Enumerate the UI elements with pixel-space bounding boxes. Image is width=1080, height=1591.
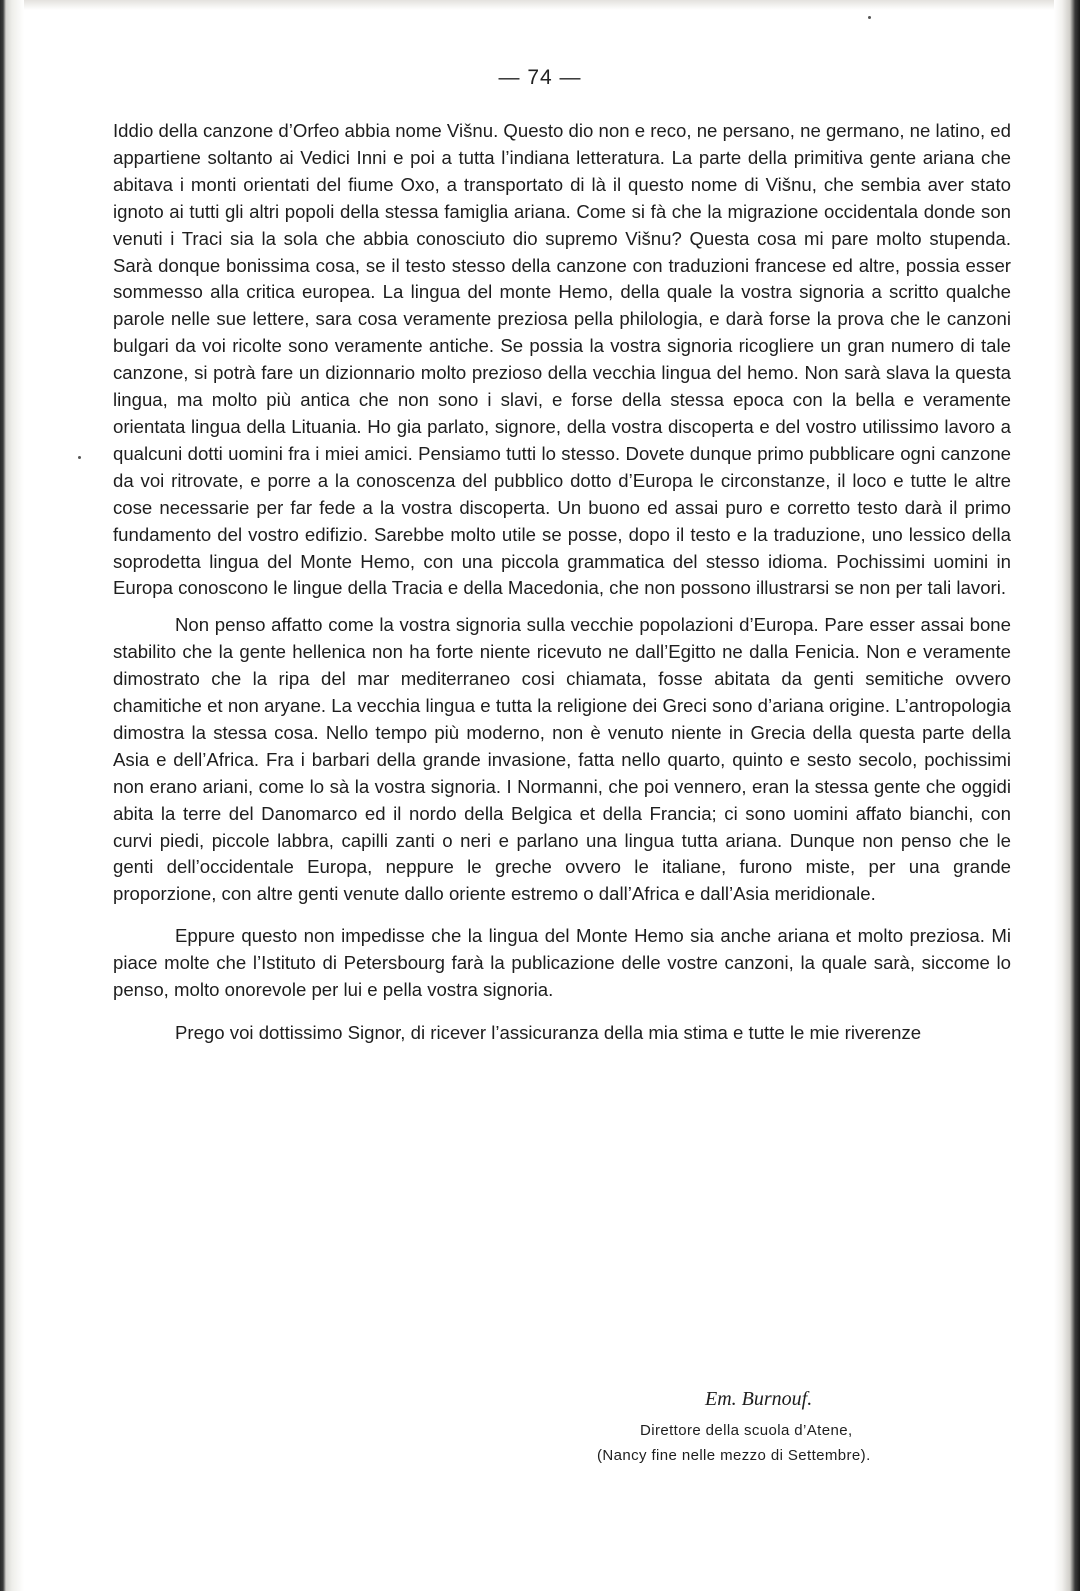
page-right-binding-shadow: [1054, 0, 1080, 1591]
signature-name: Em. Burnouf.: [705, 1388, 813, 1410]
signature-place-date: (Nancy fine nelle mezzo di Settembre).: [597, 1447, 871, 1464]
page-top-edge: [0, 0, 1080, 10]
paragraph-2: Non penso affatto come la vostra signoria sulla vecchie popolazioni d’Europa. Pare esser assai bone stabilito che la gente hellenica non ha forte niente ricevuto ne dall’Egitto ne dalla Fenicia. Non e veramente dimostrato che la ripa del mar mediterraneo cosi chiamata, fosse abitata da genti semitiche ovvero chamitiche et non aryane. La vecchia lingua e tutta la religione dei Greci sono d’ariana origine. L’antropologia dimostra la stessa cosa. Nello tempo più moderno, non è venuto niente in Grecia della questa parte della Asia e dell’Africa. Fra i barbari della grande invasione, fatta nello quarto, quinto e sesto secolo, pochissimi non erano ariani, come lo sà la vostra signoria. I Normanni, che poi vennero, eran la stessa gente che oggidi abita la terre del Danomarco ed il nordo della Belgica et della Francia; ci sono uomini affato bianchi, con curvi piedi, piccole labbra, capilli zanti o neri e parlano una lingua tutta ariana. Dunque non penso che le genti dell’occidentale Europa, neppure le greche ovvero le italiane, furono miste, per una grande proporzione, con altre genti venute dallo oriente estremo o dall’Africa e dall’Asia meridionale.: [113, 614, 1011, 905]
page-number: — 74 —: [498, 66, 582, 89]
speck: [868, 16, 871, 19]
paragraph-1: Iddio della canzone d’Orfeo abbia nome Višnu. Questo dio non e reco, ne persano, ne germano, ne latino, ed appartiene soltanto ai Vedici Inni e poi a tutta l’indiana letteratura. La parte della primitiva gente ariana che abitava i monti orientati del fiume Oxo, a transportato di là il questo nome di Višnu, che sembia aver stato ignoto ai tutti gli altri popoli della stessa famiglia ariana. Come si fà che la migrazione occidentala donde son venuti i Traci sia la sola che abbia conosciuto dio supremo Višnu? Questa cosa mi pare molto stupenda. Sarà donque bonissima cosa, se il testo stesso della canzone con traduzioni francese ed altre, possia esser sommesso alla critica europea. La lingua del monte Hemo, della quale la vostra signoria a scritto qualche parole nelle sue lettere, sara cosa veramente preziosa pella philologia, e darà forse la prova che le canzoni bulgari da voi ricolte sono veramente antiche. Se possia la vostra signoria ricogliere un gran numero di tale canzone, si potrà fare un dizionnario molto prezioso della vecchia lingua del hemo. Non sarà slava la questa lingua, ma molto più antica che non sono i slavi, e forse della stessa epoca con la bella e veramente orientata lingua della Lituania. Ho gia parlato, signore, della vostra discoperta e del vostro utilissimo lavoro a qualcuni dotti uomini fra i miei amici. Pensiamo tutti lo stesso. Dovete dunque primo pubblicare ogni canzone da voi ritrovate, e porre a la conoscenza del pubblico dotto d’Europa le circonstanze, il loco e tutte le altre cose necessarie per far fede a la vostra discoperta. Un buono ed assai puro e corretto testo darà il primo fundamento del vostro edifizio. Sarebbe molto utile se posse, dopo il testo e la traduzione, uno lessico della soprodetta lingua del Monte Hemo, con una piccola grammatica del stesso idioma. Pochissimi uomini in Europa conoscono le lingue della Tracia e della Macedonia, che non possono illustrarsi se non per tali lavori.: [113, 120, 1011, 599]
speck: [78, 456, 81, 459]
page-left-binding-shadow: [0, 0, 24, 1591]
paragraph-4: Prego voi dottissimo Signor, di ricever l’assicuranza della mia stima e tutte le mie riverenze: [175, 1022, 922, 1043]
signature-title: Direttore della scuola d’Atene,: [640, 1422, 853, 1439]
letter-body: [113, 118, 1011, 1047]
paragraph-3: Eppure questo non impedisse che la lingua del Monte Hemo sia anche ariana et molto preziosa. Mi piace molte che l’Istituto di Petersbourg farà la publicazione delle vostre canzoni, la quale sarà, siccome lo penso, molto onorevole per lui e pella vostra signoria.: [113, 925, 1011, 1001]
